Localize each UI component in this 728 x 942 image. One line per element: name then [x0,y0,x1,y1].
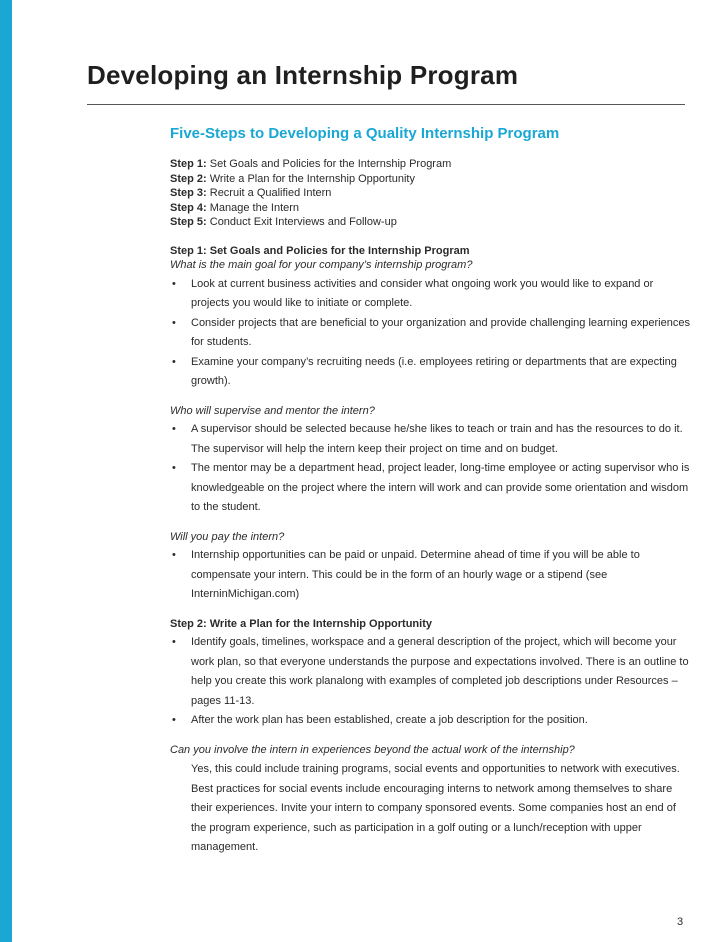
side-accent-bar [0,0,12,942]
question-pay: Will you pay the intern? [170,530,285,543]
step1-goals-section [170,244,690,392]
question-main-goal: What is the main goal for your company’s internship program? [170,259,473,271]
step-text: Write a Plan for the Internship Opportunity [206,172,415,185]
supervise-section [170,404,690,518]
step1-heading: Step 1: Set Goals and Policies for the Internship Program [170,244,470,257]
bullet-icon: • [172,277,176,290]
bullet-text: Identify goals, timelines, workspace and a general description of the project, which will become your work plan, so that everyone understands the purpose and expectations involved. There is an outline to help you create this work planalong with examples of completed job descriptions under Resources – pages 11-13. [191,636,689,707]
steps-summary-item [170,201,690,216]
bullet-icon: • [172,549,176,561]
list-item [170,633,690,711]
step-label: Step 1: [170,158,207,170]
page-title: Developing an Internship Program [87,60,519,90]
beyond-work-section [170,743,690,858]
main-content [170,124,690,870]
list-item [170,314,690,353]
title-divider [87,104,685,105]
steps-summary-list [170,157,690,230]
step-label: Step 3: [170,187,207,199]
list-item [170,420,690,459]
bullet-icon: • [172,355,176,368]
step-text: Set Goals and Policies for the Internship Program [206,158,452,170]
answer-paragraph: Yes, this could include training programs, social events and opportunities to network with executives. Best practices for social events include encouraging interns to network among themselves to share their experiences. Invite your intern to company sponsored events. Some companies host an end of the program experience, such as participation in a golf outing or a lunch/reception with upper management. [191,763,680,853]
bullet-text: Consider projects that are beneficial to your organization and provide challenging learning experiences for students. [191,316,690,348]
pay-section [170,530,690,605]
bullet-list [170,546,690,605]
bullet-icon: • [172,636,176,648]
step-text: Recruit a Qualified Intern [206,187,332,199]
bullet-list [170,275,690,392]
step-text: Manage the Intern [206,201,300,214]
bullet-icon: • [172,316,176,329]
bullet-text: Examine your company’s recruiting needs (i.e. employees retiring or departments that are expecting growth). [191,355,677,387]
list-item [170,275,690,314]
steps-summary-item [170,186,690,201]
bullet-list [170,633,690,731]
bullet-icon: • [172,714,176,726]
question-beyond-work: Can you involve the intern in experiences beyond the actual work of the internship? [170,743,575,756]
bullet-icon: • [172,423,176,435]
steps-summary-item [170,157,690,172]
step2-plan-section [170,617,690,731]
bullet-list [170,420,690,518]
step-text: Conduct Exit Interviews and Follow-up [206,216,397,228]
step2-heading: Step 2: Write a Plan for the Internship Opportunity [170,617,432,630]
steps-summary-item [170,215,690,230]
bullet-icon: • [172,462,176,474]
steps-summary-item [170,172,690,187]
step-label: Step 4: [170,201,207,214]
section-subtitle: Five-Steps to Developing a Quality Internship Program [170,125,560,142]
list-item [170,353,690,392]
list-item [170,546,690,605]
step-label: Step 2: [170,172,207,185]
bullet-text: Look at current business activities and consider what ongoing work you would like to expand or projects you would like to initiate or complete. [191,277,654,309]
question-supervise: Who will supervise and mentor the intern? [170,404,375,417]
bullet-text: After the work plan has been established, create a job description for the position. [191,714,588,726]
page-number: 3 [677,916,684,928]
list-item [170,711,690,731]
step-label: Step 5: [170,216,207,228]
bullet-text: A supervisor should be selected because he/she likes to teach or train and has the resources to do it. The supervisor will help the intern keep their project on time and on budget. [191,423,683,455]
bullet-text: The mentor may be a department head, project leader, long-time employee or acting supervisor who is knowledgeable on the project where the intern will work and can provide some orientation and wisdom to the student. [191,462,690,513]
bullet-text: Internship opportunities can be paid or unpaid. Determine ahead of time if you will be able to compensate your intern. This could be in the form of an hourly wage or a stipend (see InterninMichigan.com) [191,549,640,600]
list-item [170,459,690,518]
